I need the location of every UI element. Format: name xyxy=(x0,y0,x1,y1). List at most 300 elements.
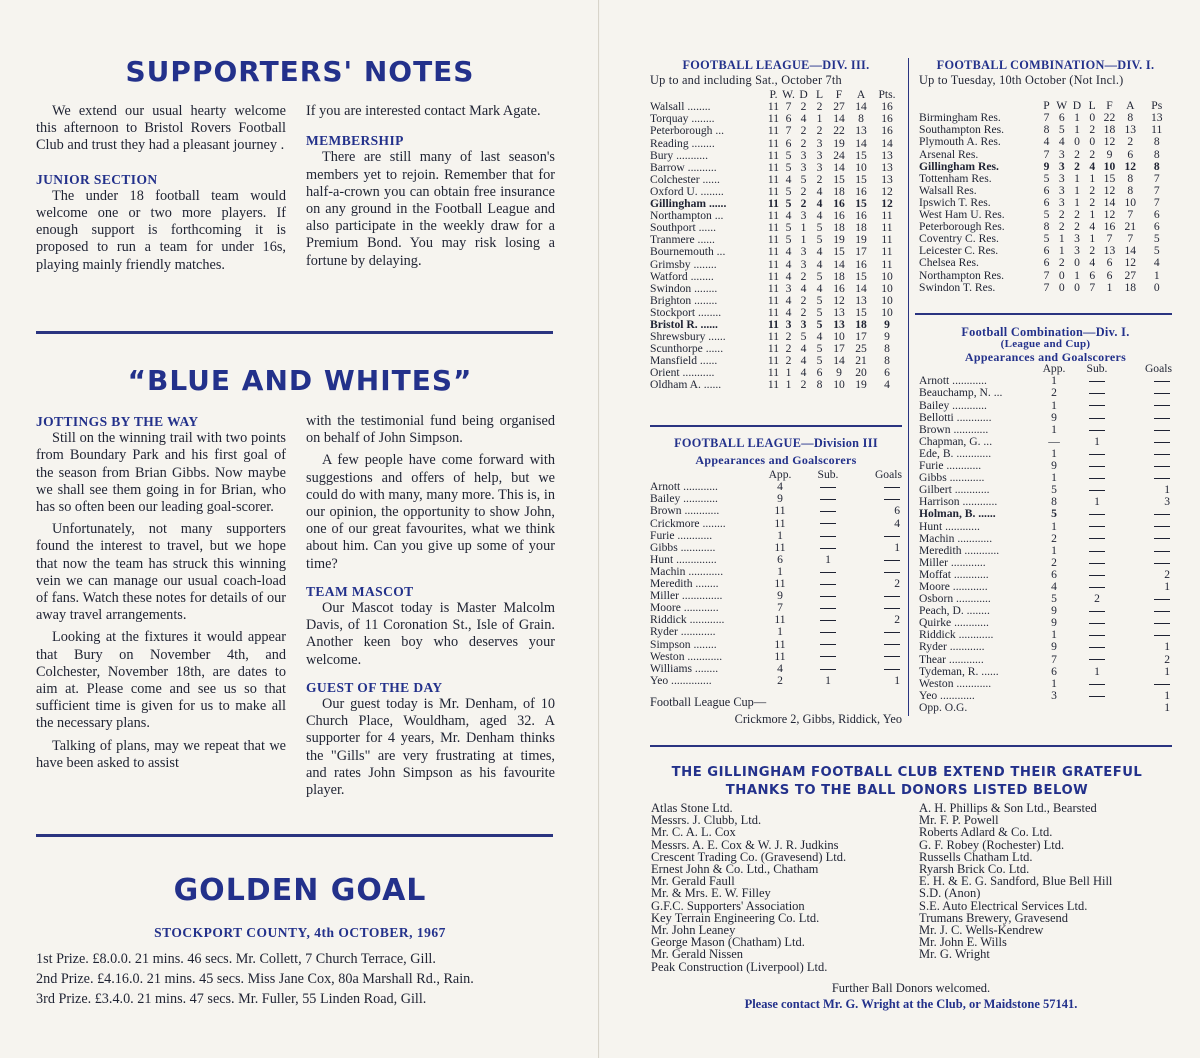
stat-cell: 3 xyxy=(1074,244,1080,258)
team-name: Swindon T. Res. xyxy=(919,280,996,294)
stat-cell: 12 xyxy=(881,184,893,198)
sub-cell xyxy=(802,626,854,638)
goals-cell xyxy=(854,554,902,566)
appearances-cell: 2 xyxy=(1051,555,1057,569)
table-row xyxy=(919,533,1172,545)
col-header: Pts. xyxy=(878,88,896,102)
appearances-cell: 4 xyxy=(1051,579,1057,593)
appearances-cell: 11 xyxy=(774,516,786,530)
stat-cell: 14 xyxy=(855,136,867,150)
goals-cell: 1 xyxy=(1164,700,1170,714)
stat-cell: 15 xyxy=(833,245,845,259)
sub-cell xyxy=(802,614,854,626)
dash-mark xyxy=(1154,611,1170,612)
stat-cell: 10 xyxy=(833,378,845,392)
dash-mark xyxy=(820,548,836,549)
goals-cell: 2 xyxy=(1164,567,1170,581)
dash-mark xyxy=(1089,623,1105,624)
stat-cell: 13 xyxy=(1124,123,1137,137)
combination-scorers-title: Football Combination—Div. I. xyxy=(961,325,1130,339)
stat-cell: 1 xyxy=(785,378,792,392)
stat-cell: 6 xyxy=(1043,244,1050,258)
appearances-cell: 9 xyxy=(1051,616,1057,630)
stat-cell: 16 xyxy=(881,124,893,138)
goals-cell: 1 xyxy=(1164,640,1170,654)
stat-cell: 22 xyxy=(1103,111,1116,125)
stat-cell: 2 xyxy=(1074,147,1080,161)
appearances-cell: 7 xyxy=(1051,652,1057,666)
sub-cell xyxy=(802,602,854,614)
col-header: App. xyxy=(768,468,792,482)
sub-cell xyxy=(1071,508,1123,520)
stat-cell: 15 xyxy=(855,269,867,283)
goals-cell: 1 xyxy=(1164,579,1170,593)
stat-cell: 18 xyxy=(833,184,845,198)
stat-cell: 11 xyxy=(767,209,780,223)
player-name: Gibbs ............ xyxy=(650,540,716,554)
team-name: Ipswich T. Res. xyxy=(919,195,991,209)
appearances-cell: 1 xyxy=(1051,471,1057,485)
donor-item: Russells Chatham Ltd. xyxy=(919,849,1033,864)
stat-cell: 12 xyxy=(1103,183,1116,197)
stat-cell: 2 xyxy=(800,197,807,211)
stat-cell: 6 xyxy=(785,112,792,126)
stat-cell: 7 xyxy=(1043,111,1050,125)
dash-mark xyxy=(1154,393,1170,394)
stat-cell: 7 xyxy=(785,124,792,138)
appearances-cell: 1 xyxy=(1051,628,1057,642)
dash-mark xyxy=(1089,418,1105,419)
combination-table-title: FOOTBALL COMBINATION—DIV. I. xyxy=(936,58,1155,72)
donor-item: Mr. Gerald Nissen xyxy=(651,947,743,962)
table-row xyxy=(919,678,1172,690)
stat-cell: 2 xyxy=(1089,147,1096,161)
player-name: Thear ............ xyxy=(919,652,984,666)
donor-item: Mr. & Mrs. E. W. Filley xyxy=(651,886,771,901)
stat-cell: 18 xyxy=(1124,280,1137,294)
appearances-cell: 9 xyxy=(1051,459,1057,473)
goals-cell xyxy=(854,626,902,638)
donors-right-list xyxy=(919,802,1179,961)
appearances-cell: 9 xyxy=(777,589,783,603)
dash-mark xyxy=(1089,563,1105,564)
stat-cell: 2 xyxy=(785,342,792,356)
stat-cell: 2 xyxy=(816,124,823,138)
stat-cell: 13 xyxy=(855,293,867,307)
stat-cell: 2 xyxy=(1074,208,1080,222)
appearances-cell: 1 xyxy=(1051,543,1057,557)
stat-cell: 5 xyxy=(816,305,823,319)
table-row xyxy=(650,639,902,651)
table-row xyxy=(650,663,902,675)
stat-cell: 11 xyxy=(881,209,893,223)
player-name: Miller .............. xyxy=(650,589,723,603)
stat-cell: 2 xyxy=(800,305,807,319)
combination-table xyxy=(919,100,1172,294)
table-row xyxy=(919,702,1172,714)
combination-scorers-block xyxy=(919,326,1172,714)
league-cup-scorers: Crickmore 2, Gibbs, Riddick, Yeo xyxy=(734,711,902,726)
player-name: Hunt .............. xyxy=(650,552,717,566)
stat-cell: 6 xyxy=(1058,111,1065,125)
goals-cell: 1 xyxy=(1164,483,1170,497)
goals-cell xyxy=(854,590,902,602)
stat-cell: 13 xyxy=(1150,111,1163,125)
team-name: Leicester C. Res. xyxy=(919,244,999,258)
stat-cell: 16 xyxy=(881,112,893,126)
jottings-p3: Looking at the fixtures it would appear that Bury on November 4th, and Colchester, November 18th, are dates to aim at. Please come and see us so that sufficient time is given for us to make all the necessary plans. xyxy=(36,629,286,732)
dash-mark xyxy=(884,536,900,537)
player-name: Peach, D. ........ xyxy=(919,604,990,618)
stat-cell: 1 xyxy=(1074,268,1080,282)
sub-cell xyxy=(1071,617,1123,629)
stat-cell: 8 xyxy=(1043,220,1050,234)
stat-cell: 5 xyxy=(816,354,823,368)
team-name: Colchester ...... xyxy=(650,172,720,186)
sub-cell xyxy=(802,663,854,675)
stat-cell: 16 xyxy=(855,209,867,223)
stat-cell: 5 xyxy=(1043,208,1050,222)
donors-left-list xyxy=(651,802,921,973)
goals-cell xyxy=(1123,412,1172,424)
stat-cell: 2 xyxy=(1089,195,1096,209)
stat-cell: 5 xyxy=(816,233,823,247)
stat-cell: 1 xyxy=(1058,244,1065,258)
dash-mark xyxy=(1089,635,1105,636)
stat-cell: 9 xyxy=(836,366,842,380)
dash-mark xyxy=(884,656,900,657)
stat-cell: 10 xyxy=(881,293,893,307)
stat-cell: 4 xyxy=(884,378,890,392)
stat-cell: 4 xyxy=(1089,220,1096,234)
appearances-cell xyxy=(1037,702,1071,714)
donor-item: Atlas Stone Ltd. xyxy=(651,801,733,815)
donor-item: G.F.C. Supporters' Association xyxy=(651,898,805,913)
table-row xyxy=(919,387,1172,399)
stat-cell: 7 xyxy=(1153,195,1160,209)
stat-cell: 4 xyxy=(785,293,792,307)
table-row xyxy=(919,641,1172,653)
stat-cell: 4 xyxy=(1058,135,1065,149)
stat-cell: 9 xyxy=(1106,147,1113,161)
stat-cell: 3 xyxy=(785,281,792,295)
stat-cell: 27 xyxy=(1124,268,1137,282)
stat-cell: 9 xyxy=(884,330,890,344)
stat-cell: 18 xyxy=(855,317,867,331)
dash-mark xyxy=(1089,490,1105,491)
stat-cell: 5 xyxy=(1058,123,1065,137)
table-row xyxy=(650,246,902,258)
player-name: Weston ............ xyxy=(919,676,992,690)
table-row xyxy=(919,149,1172,161)
combination-scorers-table xyxy=(919,363,1172,714)
goals-cell: 4 xyxy=(894,516,900,530)
stat-cell: 2 xyxy=(800,100,807,114)
stat-cell: 7 xyxy=(1043,268,1050,282)
appearances-cell: 2 xyxy=(1051,386,1057,400)
appearances-cell: 11 xyxy=(774,649,786,663)
player-name: Yeo .............. xyxy=(650,673,712,687)
stat-cell: 4 xyxy=(785,172,792,186)
stat-cell: 4 xyxy=(816,209,823,223)
table-row xyxy=(650,626,902,638)
stat-cell: 5 xyxy=(800,330,807,344)
interest-text: If you are interested contact Mark Agate. xyxy=(306,103,541,119)
left-page xyxy=(0,0,599,1058)
sub-cell: 1 xyxy=(1094,664,1100,678)
stat-cell: 18 xyxy=(1103,123,1116,137)
col-header: Sub. xyxy=(1086,362,1108,376)
appearances-cell: 9 xyxy=(777,492,783,506)
goals-cell xyxy=(1123,545,1172,557)
dash-mark xyxy=(820,487,836,488)
stat-cell: 3 xyxy=(1058,171,1065,185)
player-name: Osborn ............ xyxy=(919,592,991,606)
stat-cell: 3 xyxy=(1058,183,1065,197)
team-name: Bristol R. ...... xyxy=(650,317,718,331)
stat-cell: 7 xyxy=(1127,232,1134,246)
sub-cell: 1 xyxy=(825,552,831,566)
col-header: L xyxy=(815,88,824,102)
player-name: Arnott ............ xyxy=(919,374,987,388)
dash-mark xyxy=(1089,611,1105,612)
appearances-cell: 9 xyxy=(1051,640,1057,654)
combination-table-block xyxy=(919,59,1172,294)
stat-cell: 1 xyxy=(1106,280,1113,294)
goals-cell xyxy=(1123,593,1172,605)
stat-cell: 16 xyxy=(881,100,893,114)
player-name: Riddick ............ xyxy=(650,613,725,627)
goals-cell: 1 xyxy=(1164,688,1170,702)
dash-mark xyxy=(1154,551,1170,552)
donor-item: Messrs. A. E. Cox & W. J. R. Judkins xyxy=(651,837,839,852)
stat-cell: 2 xyxy=(816,100,823,114)
stat-cell: 0 xyxy=(1089,135,1096,149)
goals-cell: 2 xyxy=(894,613,900,627)
col-header: W xyxy=(1056,99,1068,113)
team-name: Shrewsbury ...... xyxy=(650,330,726,344)
dash-mark xyxy=(1154,381,1170,382)
team-name: Stockport ........ xyxy=(650,305,722,319)
player-name: Bailey ............ xyxy=(919,398,987,412)
stat-cell: 25 xyxy=(855,342,867,356)
dash-mark xyxy=(1089,587,1105,588)
player-name: Harrison ............ xyxy=(919,495,998,509)
prize-1: 1st Prize. £8.0.0. 21 mins. 46 secs. Mr. Collett, 7 Church Terrace, Gill. xyxy=(36,951,436,967)
stat-cell: 1 xyxy=(1074,183,1080,197)
golden-goal-subtitle: STOCKPORT COUNTY, 4th OCTOBER, 1967 xyxy=(154,925,446,940)
team-name: Barrow .......... xyxy=(650,160,717,174)
stat-cell: 13 xyxy=(881,148,893,162)
dash-mark xyxy=(1089,551,1105,552)
stat-cell: 3 xyxy=(1058,195,1065,209)
player-name: Meredith ........ xyxy=(650,577,719,591)
player-name: Bailey ............ xyxy=(650,492,718,506)
table-row xyxy=(919,270,1172,282)
dash-mark xyxy=(1154,526,1170,527)
stat-cell: 6 xyxy=(1043,195,1050,209)
dash-mark xyxy=(820,511,836,512)
appearances-cell: 5 xyxy=(1051,592,1057,606)
dash-mark xyxy=(884,596,900,597)
dash-mark xyxy=(1089,393,1105,394)
goals-cell xyxy=(854,530,902,542)
col-header: Goals xyxy=(1144,362,1172,376)
donors-divider xyxy=(650,745,1172,747)
stat-cell: 1 xyxy=(1074,195,1080,209)
donor-item: S.D. (Anon) xyxy=(919,886,981,901)
appearances-cell: 1 xyxy=(777,528,783,542)
dash-mark xyxy=(1154,514,1170,515)
team-name: Bournemouth ... xyxy=(650,245,726,259)
left-divider-mid xyxy=(650,425,902,427)
stat-cell: 8 xyxy=(858,112,864,126)
table-row xyxy=(650,379,902,391)
stat-cell: 17 xyxy=(833,342,845,356)
stat-cell: 11 xyxy=(767,184,780,198)
appearances-cell: 2 xyxy=(1051,531,1057,545)
player-name: Ryder ............ xyxy=(650,625,716,639)
stat-cell: 3 xyxy=(800,148,807,162)
dash-mark xyxy=(1154,454,1170,455)
team-name: Northampton ... xyxy=(650,209,724,223)
sub-cell xyxy=(1071,654,1123,666)
table-row xyxy=(919,545,1172,557)
appearances-cell: 6 xyxy=(777,552,783,566)
team-name: Orient ........... xyxy=(650,366,715,380)
junior-section-heading: JUNIOR SECTION xyxy=(36,171,158,187)
donor-item: E. H. & E. G. Sandford, Blue Bell Hill xyxy=(919,874,1113,889)
stat-cell: 8 xyxy=(816,378,823,392)
dash-mark xyxy=(1154,563,1170,564)
player-name: Beauchamp, N. ... xyxy=(919,386,1003,400)
dash-mark xyxy=(1154,430,1170,431)
team-name: Bury ........... xyxy=(650,148,708,162)
sub-cell xyxy=(802,505,854,517)
stat-cell: 11 xyxy=(767,281,780,295)
player-name: Ede, B. ............ xyxy=(919,446,992,460)
team-name: Walsall Res. xyxy=(919,183,977,197)
sub-cell xyxy=(1071,533,1123,545)
goals-cell: 1 xyxy=(894,673,900,687)
league-scorers-table xyxy=(650,469,902,687)
sub-cell: 1 xyxy=(825,673,831,687)
dash-mark xyxy=(820,608,836,609)
goals-cell: 1 xyxy=(894,540,900,554)
stat-cell: 5 xyxy=(816,221,823,235)
stat-cell: 6 xyxy=(1106,256,1113,270)
stat-cell: 0 xyxy=(1058,280,1065,294)
col-header: L xyxy=(1088,99,1096,113)
stat-cell: 2 xyxy=(800,184,807,198)
dash-mark xyxy=(884,644,900,645)
dash-mark xyxy=(1089,454,1105,455)
player-name: Crickmore ........ xyxy=(650,516,726,530)
stat-cell: 5 xyxy=(785,221,792,235)
table-row xyxy=(919,400,1172,412)
dash-mark xyxy=(1089,647,1105,648)
stat-cell: 27 xyxy=(833,100,845,114)
stat-cell: 10 xyxy=(881,281,893,295)
stat-cell: 4 xyxy=(816,197,823,211)
appearances-cell: 9 xyxy=(1051,604,1057,618)
stat-cell: 2 xyxy=(800,378,807,392)
stat-cell: 11 xyxy=(768,197,779,211)
goals-cell xyxy=(1123,678,1172,690)
team-name: Oxford U. ........ xyxy=(650,184,724,198)
goals-cell: 6 xyxy=(894,504,900,518)
player-name: Machin ............ xyxy=(650,564,724,578)
stat-cell: 10 xyxy=(833,330,845,344)
table-row xyxy=(919,521,1172,533)
stat-cell: 2 xyxy=(1127,135,1134,149)
player-name: Williams ........ xyxy=(650,661,719,675)
table-row xyxy=(919,666,1172,678)
stat-cell: 15 xyxy=(855,172,867,186)
donor-item: Ryarsh Brick Co. Ltd. xyxy=(919,862,1030,877)
stat-cell: 3 xyxy=(800,317,807,331)
col-header: D xyxy=(1072,99,1082,113)
goals-cell xyxy=(1123,605,1172,617)
prize-3: 3rd Prize. £3.4.0. 21 mins. 47 secs. Mr. Fuller, 55 Linden Road, Gill. xyxy=(36,991,427,1007)
dash-mark xyxy=(820,572,836,573)
appearances-cell: 1 xyxy=(777,625,783,639)
goals-cell xyxy=(1123,533,1172,545)
sub-cell xyxy=(1071,545,1123,557)
stat-cell: 1 xyxy=(800,221,807,235)
sub-cell xyxy=(1071,702,1123,714)
stat-cell: 1 xyxy=(800,233,807,247)
stat-cell: 12 xyxy=(881,197,893,211)
team-name: Tranmere ...... xyxy=(650,233,715,247)
player-name: Machin ............ xyxy=(919,531,993,545)
stat-cell: 3 xyxy=(800,209,807,223)
stat-cell: 14 xyxy=(833,354,845,368)
appearances-cell: 11 xyxy=(774,577,786,591)
table-row xyxy=(650,125,902,137)
sub-cell xyxy=(802,590,854,602)
donor-item: George Mason (Chatham) Ltd. xyxy=(651,935,805,950)
guest-text: Our guest today is Mr. Denham, of 10 Church Place, Wouldham, aged 32. A supporter for 4 years, Mr. Denham thinks the "Gills" are very frustrating at times, and rates John Simpson as his favourite player. xyxy=(306,696,555,799)
stat-cell: 8 xyxy=(1127,111,1134,125)
player-name: Ryder ............ xyxy=(919,640,985,654)
goals-cell xyxy=(1123,400,1172,412)
dash-mark xyxy=(1154,405,1170,406)
stat-cell: 5 xyxy=(816,317,823,331)
stat-cell: 6 xyxy=(1043,183,1050,197)
col-header: F xyxy=(1106,99,1113,113)
team-name: Plymouth A. Res. xyxy=(919,135,1001,149)
stat-cell: 5 xyxy=(785,148,792,162)
sub-cell xyxy=(1071,690,1123,702)
stat-cell: 3 xyxy=(1074,232,1080,246)
supporters-notes-title: SUPPORTERS' NOTES xyxy=(125,55,475,88)
stat-cell: 0 xyxy=(1074,256,1080,270)
stat-cell: 4 xyxy=(785,245,792,259)
stat-cell: 18 xyxy=(855,221,867,235)
player-name: Miller ............ xyxy=(919,555,986,569)
sub-cell: 1 xyxy=(1094,434,1100,448)
stat-cell: 11 xyxy=(768,317,779,331)
stat-cell: 11 xyxy=(767,378,780,392)
stat-cell: 4 xyxy=(816,257,823,271)
stat-cell: 5 xyxy=(1043,171,1050,185)
stat-cell: 2 xyxy=(1089,244,1096,258)
goals-cell xyxy=(1123,508,1172,520)
donor-item: Mr. John E. Wills xyxy=(919,935,1007,950)
donor-item: Trumans Brewery, Gravesend xyxy=(919,910,1069,925)
dash-mark xyxy=(884,632,900,633)
